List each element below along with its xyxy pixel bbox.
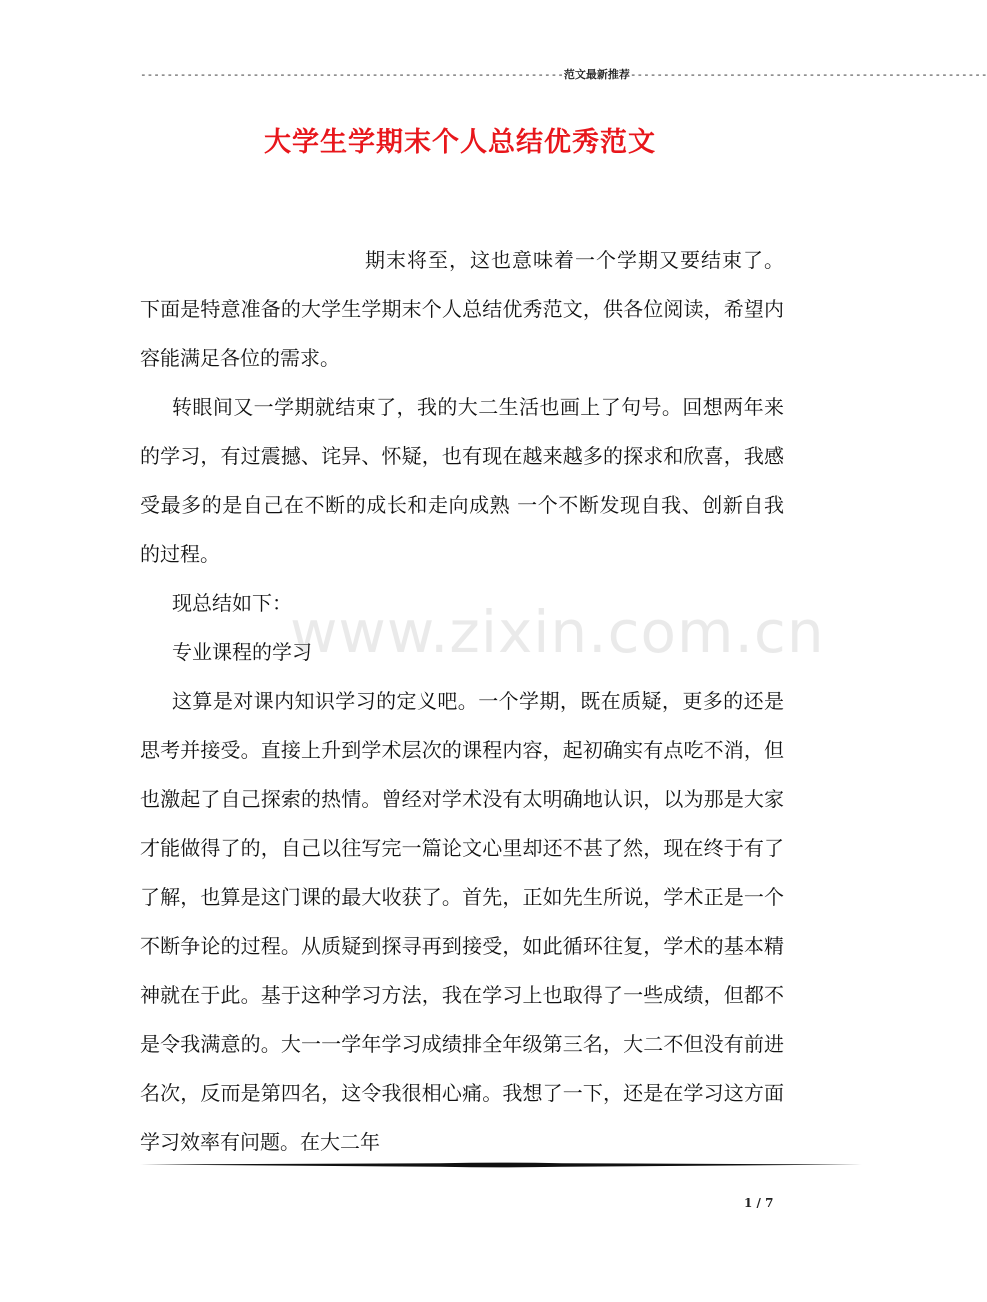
header-tag: 范文最新推荐 bbox=[563, 68, 630, 81]
section-heading: 专业课程的学习 bbox=[172, 640, 312, 664]
summary-heading: 现总结如下： bbox=[172, 591, 292, 615]
document-title: 大学生学期末个人总结优秀范文 bbox=[264, 127, 656, 158]
header-dashes-right: ------------------------------------------------------ bbox=[629, 68, 987, 81]
page-number: 1 / 7 bbox=[744, 1196, 774, 1210]
header-dashes-left: ---------------------------------------------------------------- bbox=[140, 68, 564, 81]
intro-paragraph: 期末将至，这也意味着一个学期又要结束了。下面是特意准备的大学生学期末个人总结优秀范文，供各位阅读，希望内容能满足各位的需求。 bbox=[140, 248, 784, 370]
document-body bbox=[140, 236, 784, 1167]
body-paragraph: 这算是对课内知识学习的定义吧。一个学期，既在质疑，更多的还是思考并接受。直接上升到学术层次的课程内容，起初确实有点吃不消，但也激起了自己探索的热情。曾经对学术没有太明确地认识，以为那是大家才能做得了的，自己以往写完一篇论文心里却还不甚了然，现在终于有了了解，也算是这门课的最大收获了。首先，正如先生所说，学术正是一个不断争论的过程。从质疑到探寻再到接受，如此循环往复，学术的基本精神就在于此。基于这种学习方法，我在学习上也取得了一些成绩，但都不是令我满意的。大一一学年学习成绩排全年级第三名，大二不但没有前进名次，反而是第四名，这令我很相心痛。我想了一下，还是在学习这方面学习效率有问题。在大二年 bbox=[140, 689, 784, 1154]
footer-divider bbox=[140, 1158, 862, 1172]
watermark-text: www.zixin.com.cn bbox=[290, 598, 825, 666]
body-paragraph: 转眼间又一学期就结束了，我的大二生活也画上了句号。回想两年来的学习，有过震撼、诧异、怀疑，也有现在越来越多的探求和欣喜，我感受最多的是自己在不断的成长和走向成熟 一个不断发现自我、创新自我的过程。 bbox=[140, 395, 784, 566]
running-header bbox=[140, 68, 987, 82]
